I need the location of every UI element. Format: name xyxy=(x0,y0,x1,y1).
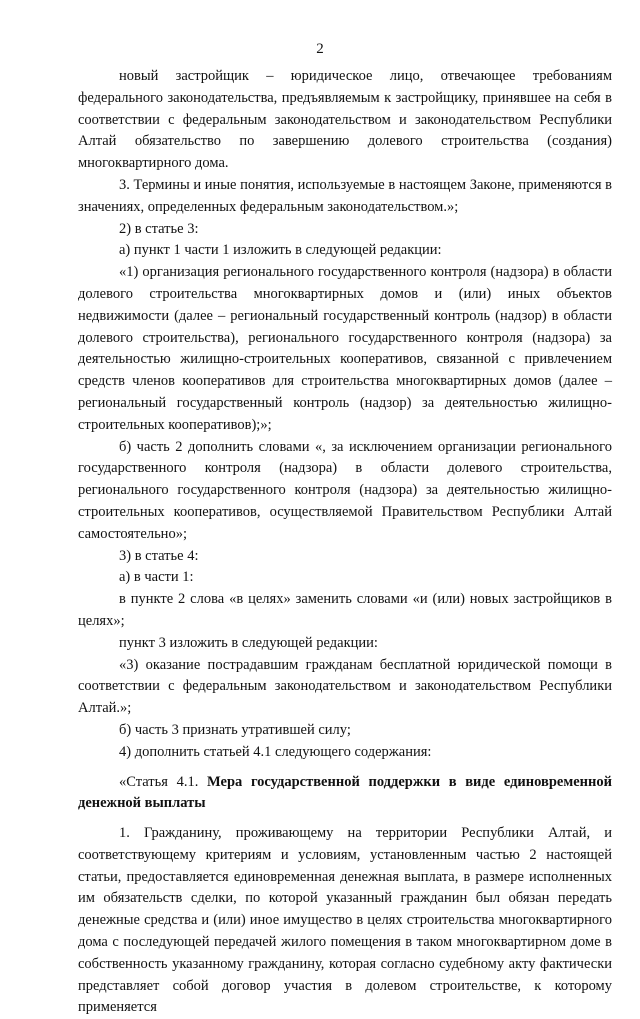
paragraph-legal-aid: «3) оказание пострадавшим гражданам бесплатной юридической помощи в соответствии с федеральным законодательством и законодательством Республики Алтай.»; xyxy=(78,656,612,717)
paragraph-regional-control: «1) организация регионального государственного контроля (надзора) в области долевого строительства многоквартирных домов и (или) иных объектов недвижимости (далее – региональный государственный контроль (надзор) в области долевого строительства), регионального государственного контроля (надзора) за деятельностью жилищно-строительных кооперативов, связанной с привлечением средств членов кооперативов для строительства многоквартирных домов (далее – региональный государственный контроль (надзор) за деятельностью жилищно-строительных кооперативов);»; xyxy=(78,264,612,433)
article-4-1-prefix: «Статья 4.1. xyxy=(119,773,208,790)
article-4-1-heading xyxy=(78,772,612,816)
paragraph-article-4-item-a: а) в части 1: xyxy=(119,569,194,586)
article-4-1-paragraph-1: 1. Гражданину, проживающему на территории Республики Алтай, и соответствующему критериям и условиям, установленным частью 2 настоящей статьи, предоставляется единовременная денежная выплата, в размере исполненных им обязательств сделки, по которой указанный гражданин был обязан передать денежные средства и (или) иное имущество в целях строительства многоквартирного дома с последующей передачей жилого помещения в таком многоквартирном доме в собственность указанному гражданину, которая согласно судебному акту фактически представляет собой договор участия в долевом строительстве, к которому применяется xyxy=(78,825,612,1016)
paragraph-article-4-heading: 3) в статье 4: xyxy=(119,547,199,564)
page-number: 2 xyxy=(316,41,324,57)
paragraph-terms: 3. Термины и иные понятия, используемые в настоящем Законе, применяются в значениях, определенных федеральным законодательством.»; xyxy=(78,176,612,215)
paragraph-point-3-heading: пункт 3 изложить в следующей редакции: xyxy=(119,634,378,651)
paragraph-article-3-item-a: а) пункт 1 части 1 изложить в следующей редакции: xyxy=(119,242,442,259)
paragraph-article-3-item-b: б) часть 2 дополнить словами «, за исключением организации регионального государственного контроля (надзора) в области долевого строительства, регионального государственного контроля (надзора) за деятельностью жилищно-строительных кооперативов, осуществляемой Правительством Республики Алтай самостоятельно»; xyxy=(78,438,612,542)
paragraph-article-4-item-b: б) часть 3 признать утратившей силу; xyxy=(119,721,351,738)
paragraph-article-3-heading: 2) в статье 3: xyxy=(119,220,199,237)
paragraph-point-2-change: в пункте 2 слова «в целях» заменить словами «и (или) новых застройщиков в целях»; xyxy=(78,591,612,629)
article-4-1-title: Мера государственной поддержки в виде единовременной денежной выплаты xyxy=(78,773,612,812)
paragraph-add-article-4-1: 4) дополнить статьей 4.1 следующего содержания: xyxy=(119,743,432,760)
paragraph-new-developer-definition: новый застройщик – юридическое лицо, отвечающее требованиям федерального законодательства, предъявляемым к застройщику, принявшее на себя в соответствии с федеральным законодательством и законодательством Республики Алтай обязательство по завершению долевого строительства (создания) многоквартирного дома. xyxy=(78,68,612,172)
document-body xyxy=(78,66,612,1019)
